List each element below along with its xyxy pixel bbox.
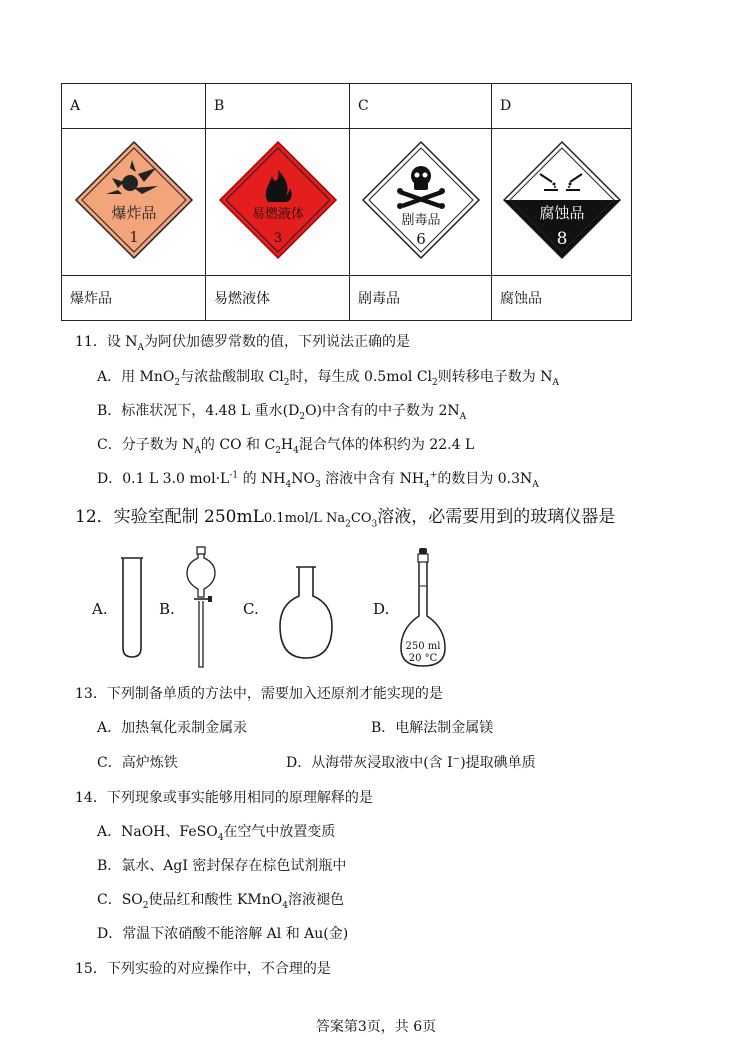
round-bottom-flask-icon (276, 564, 336, 662)
name-corrosive: 腐蚀品 (492, 276, 632, 321)
explosive-sign-cell (62, 129, 206, 276)
q14-option-c: C．$SO_2$使品红和酸性 KMnO$_4$溶液褪色 (97, 892, 344, 911)
flammable-sign-cell (206, 129, 350, 276)
explosive-sign-number: 1 (128, 228, 139, 246)
q12-option-a-label: A. (92, 600, 108, 618)
name-flammable: 易燃液体 (206, 276, 350, 321)
flammable-sign-number: 3 (273, 231, 282, 246)
table-header-d: D (492, 84, 632, 129)
q13-option-b: B．电解法制金属镁 (371, 720, 494, 736)
explosive-sign-icon (72, 138, 196, 262)
q11-option-a: A．用 MnO$_2$与浓盐酸制取 $Cl_2$时，每生成 0.5mol $Cl_2$则转移电子数为 $N_A$ (97, 369, 559, 388)
separatory-funnel-icon (184, 545, 218, 671)
q12-option-b-label: B. (159, 600, 175, 618)
volumetric-flask-icon (398, 546, 448, 670)
q12-stem: 12．实验室配制 250mL0.1mol/L $Na_2CO_3$溶液，必需要用到的玻璃仪器是 (75, 507, 616, 530)
flask-temp-label: 20 °C (408, 653, 438, 664)
table-header-b: B (206, 84, 350, 129)
q14-option-a: A．NaOH、FeSO$_4$在空气中放置变质 (97, 824, 336, 843)
table-header-c: C (350, 84, 492, 129)
corrosive-sign-text: 腐蚀品 (538, 204, 585, 222)
toxic-sign-text: 剧毒品 (400, 213, 441, 228)
explosive-sign-text: 爆炸品 (110, 204, 157, 222)
corrosive-sign-cell (492, 129, 632, 276)
test-tube-icon (120, 556, 144, 660)
corrosive-sign-icon (500, 138, 624, 262)
q13-option-a: A．加热氧化汞制金属汞 (97, 720, 248, 736)
q14-option-d: D．常温下浓硝酸不能溶解 Al 和 Au(金) (97, 926, 349, 942)
q13-option-c: C．高炉炼铁 (97, 755, 178, 771)
q15-stem: 15．下列实验的对应操作中，不合理的是 (75, 961, 331, 977)
q14-option-b: B．氯水、AgI 密封保存在棕色试剂瓶中 (97, 858, 347, 874)
q11-stem: 11．设 $N_A$为阿伏加德罗常数的值，下列说法正确的是 (75, 334, 411, 353)
q11-option-c: C．分子数为 $N_A$的 CO 和 $C_2H_4$混合气体的体积约为 22.4 L (97, 437, 475, 456)
name-toxic: 剧毒品 (350, 276, 492, 321)
q11-option-b: B．标准状况下，4.48 L 重水$(D_2O)$中含有的中子数为 $2N_A$ (97, 403, 467, 422)
flask-volume-label: 250 ml (405, 641, 441, 652)
q14-stem: 14．下列现象或事实能够用相同的原理解释的是 (75, 790, 373, 806)
toxic-sign-number: 6 (415, 230, 426, 248)
q12-option-d-label: D. (373, 600, 390, 618)
page-footer: 答案第3页，共 6页 (315, 1019, 437, 1035)
q13-option-d: D．从海带灰浸取液中(含 I−)提取碘单质 (286, 754, 536, 771)
q12-option-c-label: C. (243, 600, 259, 618)
name-explosive: 爆炸品 (62, 276, 206, 321)
toxic-sign-cell (350, 129, 492, 276)
q11-option-d: D．0.1 L 3.0 $mol\cdot L^{-1}$ 的 $NH_4NO_3$ 溶液中含有 $NH_4^+$的数目为 $0.3N_A$ (97, 470, 539, 490)
q13-stem: 13．下列制备单质的方法中，需要加入还原剂才能实现的是 (75, 686, 443, 702)
flammable-liquid-sign-icon (216, 138, 340, 262)
hazard-sign-table (61, 83, 632, 321)
corrosive-sign-number: 8 (556, 229, 567, 249)
flammable-sign-text: 易燃液体 (251, 207, 304, 222)
toxic-sign-icon (359, 138, 483, 262)
table-header-a: A (62, 84, 206, 129)
